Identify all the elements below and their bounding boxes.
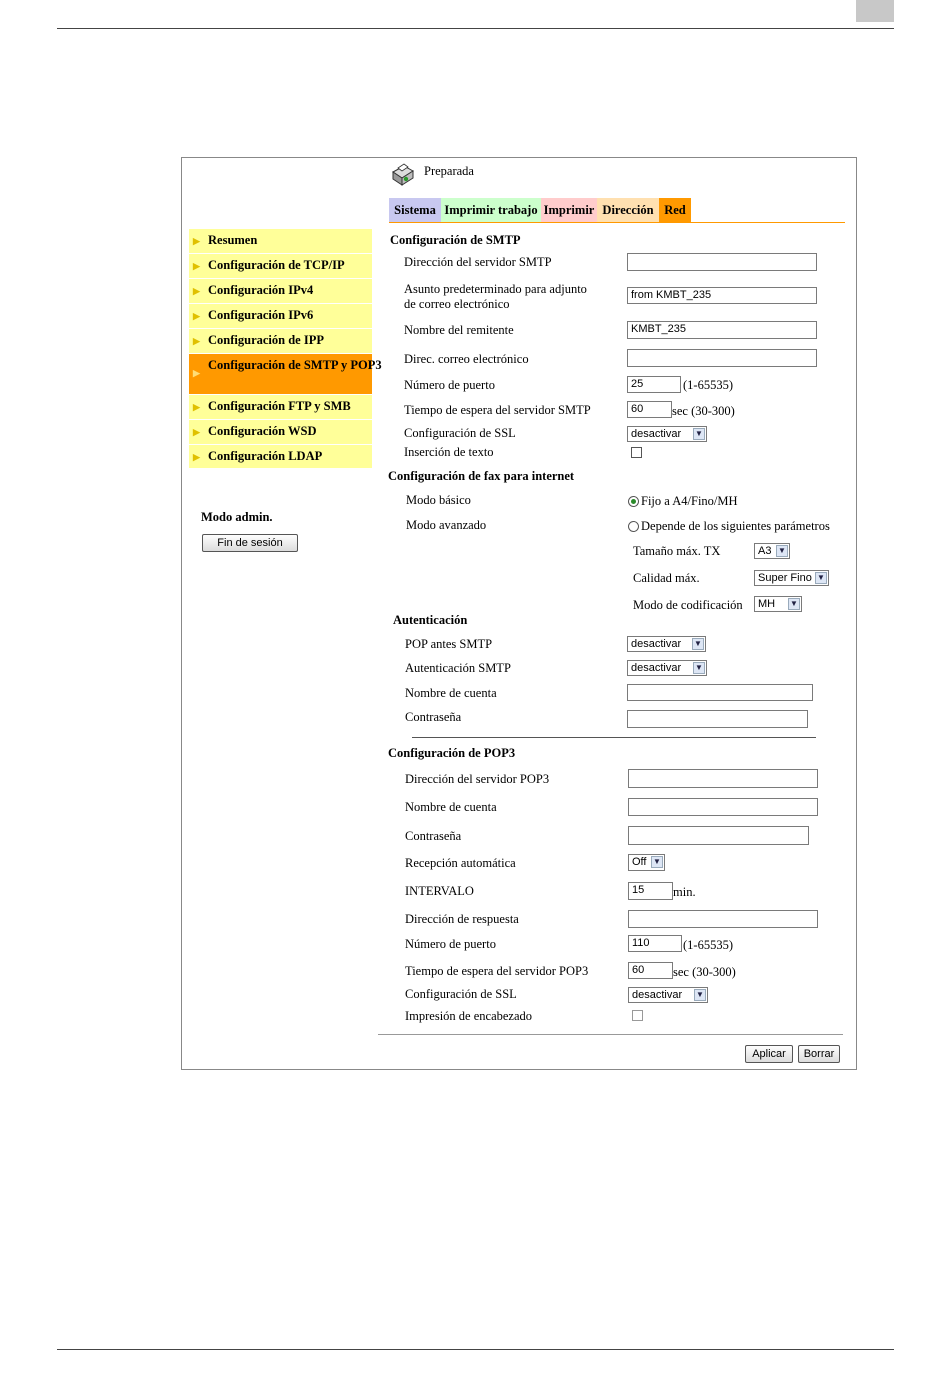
logout-button[interactable]: Fin de sesión xyxy=(202,534,298,552)
sidebar-item-label: Configuración WSD xyxy=(208,424,317,438)
auth-password-label: Contraseña xyxy=(405,710,462,724)
page-number-box xyxy=(856,0,894,22)
pop3-interval-input[interactable]: 15 xyxy=(628,882,673,900)
pop3-server-label: Dirección del servidor POP3 xyxy=(405,772,550,786)
tab-direccion[interactable] xyxy=(597,198,659,222)
pop3-password-label: Contraseña xyxy=(405,829,462,843)
tab-label: Imprimir trabajo xyxy=(444,203,538,217)
auth-pop-before-select[interactable] xyxy=(627,636,706,652)
pop3-header-print-checkbox[interactable] xyxy=(632,1010,643,1021)
tab-label: Sistema xyxy=(394,203,436,217)
smtp-email-label: Direc. correo electrónico xyxy=(404,352,529,366)
pop3-account-label: Nombre de cuenta xyxy=(405,800,497,814)
chevron-down-icon: ▼ xyxy=(694,989,706,1001)
triangle-right-icon: ▶ xyxy=(193,311,200,321)
pop3-timeout-label: Tiempo de espera del servidor POP3 xyxy=(405,964,589,978)
auth-account-input[interactable] xyxy=(627,684,813,701)
select-value: Super Fino xyxy=(758,572,812,584)
auth-account-label: Nombre de cuenta xyxy=(405,686,497,700)
tab-sistema[interactable] xyxy=(389,198,441,222)
ifax-quality-label: Calidad máx. xyxy=(633,571,700,585)
pop3-timeout-range: sec (30-300) xyxy=(673,965,736,979)
ifax-tx-size-select[interactable] xyxy=(754,543,790,559)
smtp-timeout-input[interactable]: 60 xyxy=(627,401,672,418)
tab-underline xyxy=(389,222,845,223)
triangle-right-icon: ▶ xyxy=(193,261,200,271)
triangle-right-icon: ▶ xyxy=(193,427,200,437)
footer-divider xyxy=(378,1034,843,1035)
smtp-email-input[interactable] xyxy=(627,349,817,367)
triangle-right-icon: ▶ xyxy=(193,452,200,462)
tab-label: Dirección xyxy=(602,203,654,217)
select-value: desactivar xyxy=(632,989,683,1001)
auth-smtp-select[interactable] xyxy=(627,660,707,676)
sidebar-item-label: Configuración de SMTP y POP3 xyxy=(208,358,382,372)
status-text: Preparada xyxy=(424,164,474,178)
select-value: desactivar xyxy=(631,638,682,650)
sidebar-item-ipv6[interactable] xyxy=(189,304,372,329)
pop3-password-input[interactable] xyxy=(628,826,809,845)
tab-imprimir[interactable] xyxy=(541,198,597,222)
sidebar-item-tcpip[interactable] xyxy=(189,254,372,279)
ifax-advanced-label: Modo avanzado xyxy=(406,518,487,532)
admin-mode-label: Modo admin. xyxy=(201,510,273,524)
smtp-subject-label-line1: Asunto predeterminado para adjunto xyxy=(404,282,587,296)
chevron-down-icon: ▼ xyxy=(692,638,704,650)
smtp-server-input[interactable] xyxy=(627,253,817,271)
section-title-ifax: Configuración de fax para internet xyxy=(388,469,575,483)
pop3-interval-unit: min. xyxy=(673,885,696,899)
sidebar-item-label: Configuración FTP y SMB xyxy=(208,399,351,413)
section-title-pop3: Configuración de POP3 xyxy=(388,746,516,760)
triangle-right-icon: ▶ xyxy=(193,236,200,246)
pop3-ssl-select[interactable] xyxy=(628,987,708,1003)
smtp-ssl-label: Configuración de SSL xyxy=(404,426,516,440)
pop3-ssl-label: Configuración de SSL xyxy=(405,987,517,1001)
tab-red[interactable] xyxy=(659,198,691,222)
triangle-right-icon: ▶ xyxy=(193,286,200,296)
sidebar-item-ipv4[interactable] xyxy=(189,279,372,304)
smtp-port-range: (1-65535) xyxy=(683,378,733,392)
printer-status-icon xyxy=(390,162,416,188)
smtp-port-label: Número de puerto xyxy=(404,378,495,392)
sidebar-item-smtp-pop3[interactable] xyxy=(189,354,382,395)
sidebar-item-wsd[interactable] xyxy=(189,420,372,445)
select-value: A3 xyxy=(758,545,772,557)
select-value: MH xyxy=(758,598,776,610)
smtp-ssl-select[interactable] xyxy=(627,426,707,442)
sidebar-item-ipp[interactable] xyxy=(189,329,372,354)
tab-imprimir-trabajo[interactable] xyxy=(441,198,541,222)
pop3-interval-label: INTERVALO xyxy=(405,884,474,898)
section-title-smtp: Configuración de SMTP xyxy=(390,233,521,247)
smtp-subject-input[interactable]: from KMBT_235 xyxy=(627,287,817,304)
sidebar-item-resumen[interactable] xyxy=(189,229,372,254)
smtp-port-input[interactable]: 25 xyxy=(627,376,681,393)
tab-label: Imprimir xyxy=(543,203,595,217)
auth-smtp-label: Autenticación SMTP xyxy=(405,661,511,675)
pop3-port-range: (1-65535) xyxy=(683,938,733,952)
pop3-timeout-input[interactable]: 60 xyxy=(628,962,673,979)
auth-pop-before-label: POP antes SMTP xyxy=(405,637,493,651)
pop3-header-print-label: Impresión de encabezado xyxy=(405,1009,533,1023)
chevron-down-icon: ▼ xyxy=(693,662,705,674)
select-value: desactivar xyxy=(631,662,682,674)
ifax-coding-select[interactable] xyxy=(754,596,802,612)
smtp-timeout-range: sec (30-300) xyxy=(672,404,735,418)
smtp-subject-label-line2: de correo electrónico xyxy=(404,297,510,311)
smtp-sender-label: Nombre del remitente xyxy=(404,323,514,337)
pop3-server-input[interactable] xyxy=(628,769,818,788)
select-value: desactivar xyxy=(631,428,682,440)
ifax-basic-radio[interactable] xyxy=(628,496,639,507)
ifax-advanced-radio[interactable] xyxy=(628,521,639,532)
auth-password-input[interactable] xyxy=(627,710,808,728)
triangle-right-icon: ▶ xyxy=(193,402,200,412)
smtp-text-insert-label: Inserción de texto xyxy=(404,445,494,459)
section-divider xyxy=(412,737,816,738)
pop3-auto-receive-select[interactable] xyxy=(628,854,665,871)
ifax-coding-label: Modo de codificación xyxy=(633,598,743,612)
chevron-down-icon: ▼ xyxy=(788,598,800,610)
sidebar-item-label: Configuración IPv6 xyxy=(208,308,314,322)
smtp-text-insert-checkbox[interactable] xyxy=(631,447,642,458)
sidebar-item-ftp-smb[interactable] xyxy=(189,395,372,420)
tab-label: Red xyxy=(664,203,686,217)
chevron-down-icon: ▼ xyxy=(815,572,827,584)
pop3-auto-receive-label: Recepción automática xyxy=(405,856,516,870)
ifax-advanced-option: Depende de los siguientes parámetros xyxy=(641,519,830,533)
section-title-auth: Autenticación xyxy=(393,613,468,627)
triangle-right-icon: ▶ xyxy=(193,336,200,346)
smtp-timeout-label: Tiempo de espera del servidor SMTP xyxy=(404,403,591,417)
ifax-basic-option: Fijo a A4/Fino/MH xyxy=(641,494,738,508)
page-header-rule xyxy=(57,28,894,29)
select-value: Off xyxy=(632,856,647,868)
page-footer-rule xyxy=(57,1349,894,1350)
sidebar-item-label: Configuración IPv4 xyxy=(208,283,314,297)
sidebar-item-label: Configuración de IPP xyxy=(208,333,324,347)
chevron-down-icon: ▼ xyxy=(776,545,788,557)
apply-button[interactable]: Aplicar xyxy=(745,1045,793,1063)
sidebar-item-label: Configuración LDAP xyxy=(208,449,323,463)
smtp-server-label: Dirección del servidor SMTP xyxy=(404,255,552,269)
sidebar-item-label: Resumen xyxy=(208,233,258,247)
pop3-port-input[interactable]: 110 xyxy=(628,935,682,952)
smtp-sender-input[interactable]: KMBT_235 xyxy=(627,321,817,339)
ifax-quality-select[interactable] xyxy=(754,570,829,586)
pop3-port-label: Número de puerto xyxy=(405,937,496,951)
sidebar-item-ldap[interactable] xyxy=(189,445,372,469)
clear-button[interactable]: Borrar xyxy=(798,1045,840,1063)
ifax-basic-label: Modo básico xyxy=(406,493,471,507)
ifax-tx-size-label: Tamaño máx. TX xyxy=(633,544,721,558)
sidebar-item-label: Configuración de TCP/IP xyxy=(208,258,345,272)
pop3-reply-label: Dirección de respuesta xyxy=(405,912,519,926)
triangle-right-icon: ▶ xyxy=(193,368,200,378)
chevron-down-icon: ▼ xyxy=(693,428,705,440)
chevron-down-icon: ▼ xyxy=(651,856,663,868)
pop3-reply-input[interactable] xyxy=(628,910,818,928)
pop3-account-input[interactable] xyxy=(628,798,818,816)
